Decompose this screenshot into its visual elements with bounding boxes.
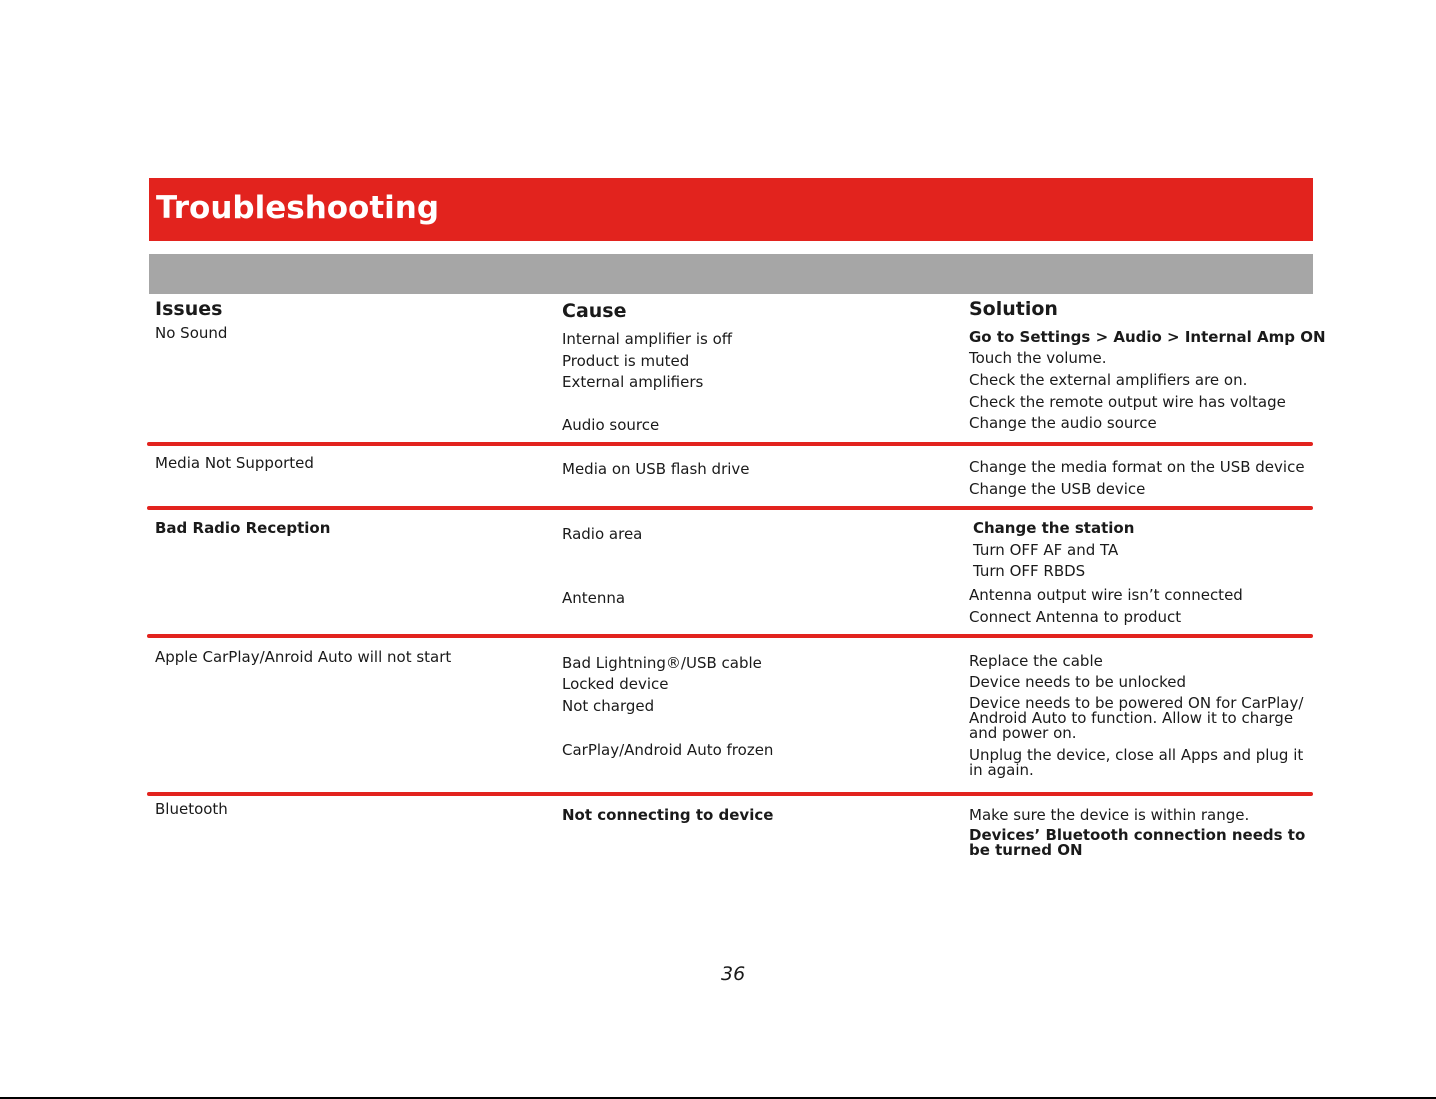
solution-item: Devices’ Bluetooth connection needs to be turned ON: [969, 826, 1306, 859]
issue-media-not-supported: Media Not Supported: [155, 454, 314, 472]
cause-item: Locked device: [562, 675, 669, 693]
row-divider: [147, 634, 1313, 638]
row-divider: [147, 792, 1313, 796]
solution-header: Solution: [969, 298, 1058, 320]
solution-item: Change the USB device: [969, 480, 1146, 498]
solution-item: Unplug the device, close all Apps and plug it in again.: [969, 746, 1304, 779]
issue-bad-radio-reception: Bad Radio Reception: [155, 519, 331, 537]
solution-item: Turn OFF RBDS: [973, 562, 1086, 580]
cause-item: Product is muted: [562, 352, 690, 370]
cause-item: Media on USB flash drive: [562, 460, 750, 478]
solution-item: Change the station: [973, 519, 1135, 537]
cause-item: Internal amplifier is off: [562, 330, 733, 348]
solution-item: Check the remote output wire has voltage: [969, 393, 1286, 411]
issue-no-sound: No Sound: [155, 324, 228, 342]
cause-item: Not charged: [562, 697, 655, 715]
cause-item: CarPlay/Android Auto frozen: [562, 741, 774, 759]
title-banner: [149, 178, 1313, 241]
row-divider: [147, 442, 1313, 446]
cause-item: Antenna: [562, 589, 626, 607]
grey-header-bar: [149, 254, 1313, 294]
solution-item: Replace the cable: [969, 652, 1103, 670]
cause-item: External amplifiers: [562, 373, 704, 391]
solution-item: Touch the volume.: [969, 349, 1107, 367]
page-title: Troubleshooting: [156, 190, 440, 226]
issue-bluetooth: Bluetooth: [155, 800, 228, 818]
cause-item: Radio area: [562, 525, 643, 543]
issue-carplay-android-auto: Apple CarPlay/Anroid Auto will not start: [155, 648, 452, 666]
solution-item: Change the audio source: [969, 414, 1157, 432]
solution-item: Change the media format on the USB device: [969, 458, 1305, 476]
cause-item: Audio source: [562, 416, 660, 434]
solution-item: Make sure the device is within range.: [969, 806, 1250, 824]
cause-item: Not connecting to device: [562, 806, 774, 824]
page-number: 36: [721, 963, 746, 985]
row-divider: [147, 506, 1313, 510]
cause-header: Cause: [562, 300, 627, 322]
solution-item: Device needs to be unlocked: [969, 673, 1186, 691]
solution-item: Check the external amplifiers are on.: [969, 371, 1248, 389]
solution-item: Turn OFF AF and TA: [973, 541, 1119, 559]
solution-item: Connect Antenna to product: [969, 608, 1182, 626]
solution-item: Device needs to be powered ON for CarPlay/ Android Auto to function. Allow it to charge and power on.: [969, 694, 1304, 742]
issues-header: Issues: [155, 298, 223, 320]
solution-item: Antenna output wire isn’t connected: [969, 586, 1243, 604]
cause-item: Bad Lightning®/USB cable: [562, 654, 762, 672]
solution-item: Go to Settings > Audio > Internal Amp ON: [969, 328, 1326, 346]
